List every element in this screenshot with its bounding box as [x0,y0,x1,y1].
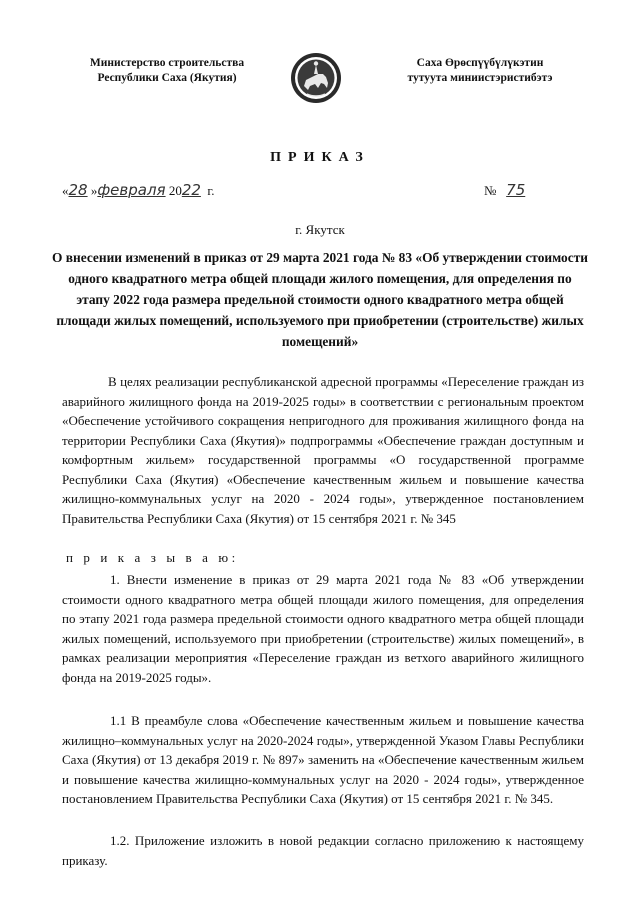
order-number-label: № [484,183,497,198]
ministry-name-yakut-line2: тутуута миниистэристибэтэ [407,72,553,84]
date-year-prefix: 20 [168,183,182,198]
clause-1-1-text: 1.1 В преамбуле слова «Обеспечение качественным жильем и повышение качества жилищно–коммунальных услуг на 2020-2024 годы», утвержденной Указом Главы Республики Саха (Якутия) от 13 декабря 2019 г. № 897» заменить на «Обеспечение качественным жильем и повышение качества жилищно-коммунальных услуг на 2020 - 2024 годы», утвержденное постановлением Правительства Республики Саха (Якутия) от 15 сентября 2021 г. № 345. [62,713,584,806]
date-month: февраля [97,181,166,199]
city-name: г. Якутск [295,222,345,237]
order-word: п р и к а з ы в а ю: [66,550,239,565]
clause-1-2-text: 1.2. Приложение изложить в новой редакции согласно приложению к настоящему приказу. [62,833,584,868]
order-date [62,181,215,199]
order-number-value: 75 [506,181,526,199]
ministry-name-yakut [365,56,595,86]
clause-1-2-paragraph [62,831,584,870]
date-year-unit: г. [207,183,215,198]
ministry-name-yakut-line1: Саха Өрөспүүбүлүкэтин [416,57,544,69]
preamble-text: В целях реализации республиканской адресной программы «Переселение граждан из аварийного жилищного фонда на 2019-2025 годы» в соответствии с региональным проектом «Обеспечение устойчивого сокращения непригодного для проживания жилищного фонда на территории Республики Саха (Якутия)» подпрограммы «Обеспечение граждан доступным и комфортным жильем» государственной программы «О государственной программе Республики Саха (Якутия) «Обеспечение качественным жильем и повышение качества жилищно-коммунальных услуг на 2020 - 2024 годы», утвержденное постановлением Правительства Республики Саха (Якутия) от 15 сентября 2021 г. № 345 [62,374,584,526]
ministry-name-russian-line2: Республики Саха (Якутия) [97,72,237,84]
clause-1-paragraph [62,570,584,687]
coat-of-arms-emblem [290,50,342,106]
date-close-quote: » [90,183,98,198]
clause-1-1-paragraph [62,711,584,809]
clause-1-text: 1. Внести изменение в приказ от 29 марта 2021 года № 83 «Об утверждении стоимости одного квадратного метра общей площади жилого помещения, для определения по этапу 2021 года размера предельной стоимости одного квадратного метра общей площади жилых помещений, используемого при приобретении (строительстве) жилых помещений», в рамках реализации мероприятия «Переселение граждан из ветхого аварийного жилищного фонда на 2019-2025 годы». [62,572,584,685]
order-subject: О внесении изменений в приказ от 29 марта 2021 года № 83 «Об утверждении стоимости одного квадратного метра общей площади жилого помещения, для определения по этапу 2022 года размера предельной стоимости одного квадратного метра общей площади жилых помещений, используемого при приобретении (строительстве) жилых помещений» [52,250,588,349]
preamble-paragraph [62,372,584,528]
ministry-name-russian-line1: Министерство строительства [89,57,245,69]
date-open-quote: « [62,183,69,198]
ministry-name-russian [52,56,282,86]
document-title: ПРИКАЗ [270,150,370,165]
order-number [484,181,525,199]
date-day: 28 [68,181,88,199]
date-year-suffix: 22 [181,181,201,199]
